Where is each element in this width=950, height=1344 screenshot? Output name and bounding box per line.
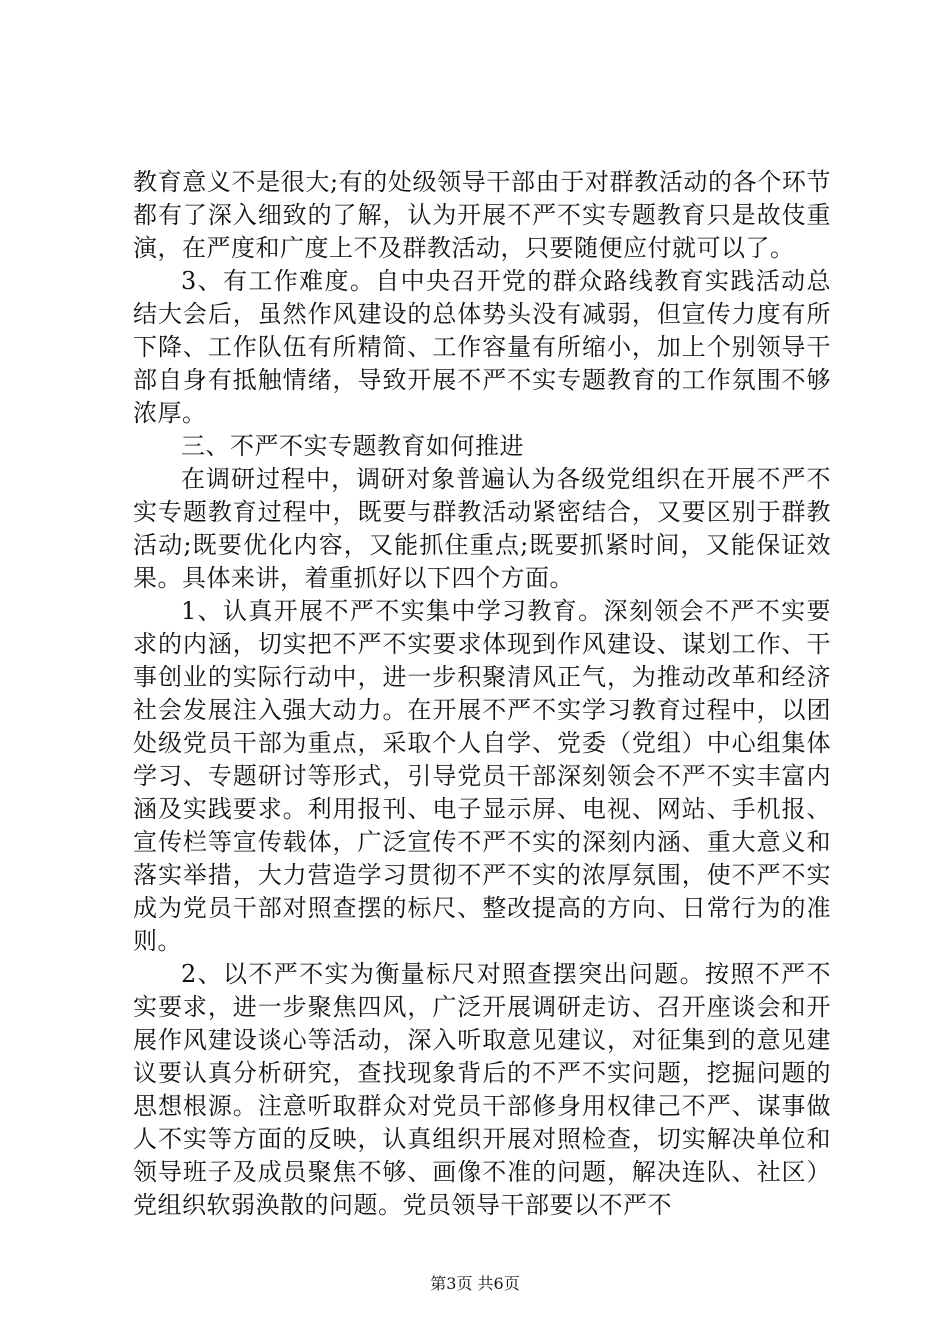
document-body — [133, 166, 831, 1222]
paragraph-point-1-study: 1、认真开展不严不实集中学习教育。深刻领会不严不实要求的内涵，切实把不严不实要求体现到作风建设、谋划工作、干事创业的实际行动中，进一步积聚清风正气，为推动改革和经济社会发展注入强大动力。在开展不严不实学习教育过程中，以团处级党员干部为重点，采取个人自学、党委（党组）中心组集体学习、专题研讨等形式，引导党员干部深刻领会不严不实丰富内涵及实践要求。利用报刊、电子显示屏、电视、网站、手机报、宣传栏等宣传载体，广泛宣传不严不实的深刻内涵、重大意义和落实举措，大力营造学习贯彻不严不实的浓厚氛围，使不严不实成为党员干部对照查摆的标尺、整改提高的方向、日常行为的准则。 — [133, 597, 831, 955]
page-number-footer: 第3页 共6页 — [430, 1274, 520, 1293]
paragraph-point-2-check: 2、以不严不实为衡量标尺对照查摆突出问题。按照不严不实要求，进一步聚焦四风，广泛开展调研走访、召开座谈会和开展作风建设谈心等活动，深入听取意见建议，对征集到的意见建议要认真分析研究，查找现象背后的不严不实问题，挖掘问题的思想根源。注意听取群众对党员干部修身用权律己不严、谋事做人不实等方面的反映，认真组织开展对照检查，切实解决单位和领导班子及成员聚焦不够、画像不准的问题，解决连队、社区）党组织软弱涣散的问题。党员领导干部要以不严不 — [133, 960, 831, 1219]
section-heading-how-to-advance: 三、不严不实专题教育如何推进 — [181, 432, 524, 460]
paragraph-continuation: 教育意义不是很大;有的处级领导干部由于对群教活动的各个环节都有了深入细致的了解，认为开展不严不实专题教育只是故伎重演，在严度和广度上不及群教活动，只要随便应付就可以了。 — [133, 168, 831, 262]
paragraph-work-difficulty: 3、有工作难度。自中央召开党的群众路线教育实践活动总结大会后，虽然作风建设的总体势头没有减弱，但宣传力度有所下降、工作队伍有所精简、工作容量有所缩小，加上个别领导干部自身有抵触情绪，导致开展不严不实专题教育的工作氛围不够浓厚。 — [133, 267, 831, 427]
paragraph-research-findings: 在调研过程中，调研对象普遍认为各级党组织在开展不严不实专题教育过程中，既要与群教活动紧密结合，又要区别于群教活动;既要优化内容，又能抓住重点;既要抓紧时间，又能保证效果。具体来讲，着重抓好以下四个方面。 — [133, 465, 831, 592]
